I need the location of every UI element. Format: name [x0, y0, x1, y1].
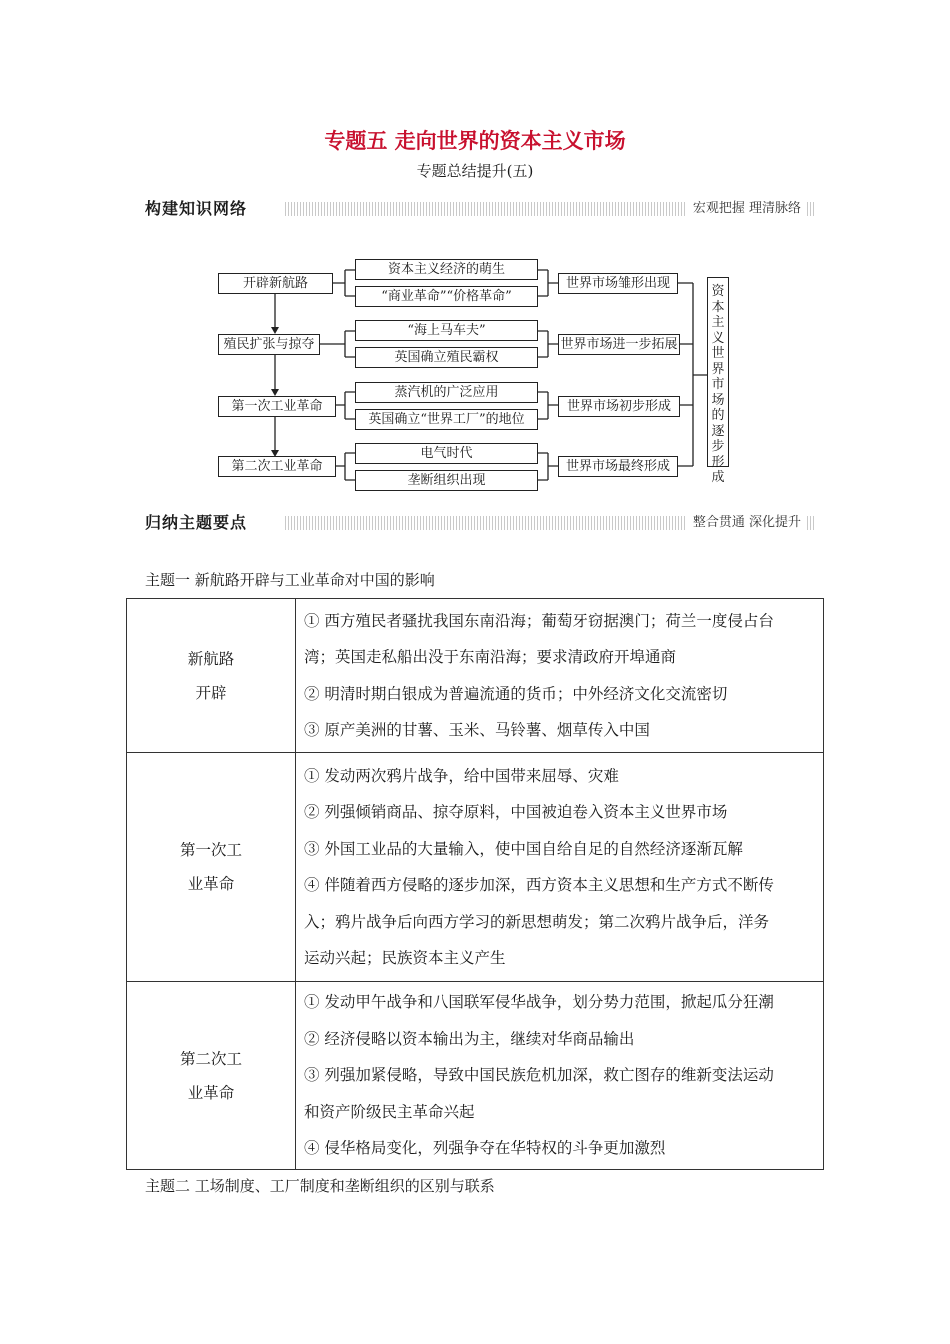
stage-node: 第二次工业革命	[218, 456, 336, 477]
content-line: ③ 原产美洲的甘薯、玉米、马铃薯、烟草传入中国	[304, 721, 650, 739]
conclusion-node: 资本主义世界市场的逐步形成	[707, 277, 729, 467]
table-row	[127, 599, 824, 753]
result-node: 世界市场进一步拓展	[558, 334, 680, 355]
stage-node: 殖民扩张与掠夺	[218, 334, 320, 355]
content-line: ① 西方殖民者骚扰我国东南沿海；葡萄牙窃据澳门；荷兰一度侵占台	[304, 611, 774, 630]
result-node: 世界市场初步形成	[558, 396, 680, 417]
stage-node: 第一次工业革命	[218, 396, 336, 417]
row-header	[127, 982, 296, 1170]
section-banner-network	[145, 198, 815, 220]
detail-node: 蒸汽机的广泛应用	[355, 382, 538, 403]
row-header-line: 第一次工	[179, 841, 242, 859]
content-line: ④ 伴随着西方侵略的逐步加深，西方资本主义思想和生产方式不断传	[304, 876, 774, 894]
row-header-line: 新航路	[187, 649, 235, 668]
content-line: ③ 外国工业品的大量输入，使中国自给自足的自然经济逐渐瓦解	[304, 839, 743, 858]
row-content	[296, 599, 824, 753]
row-header-line: 业革命	[187, 875, 235, 893]
theme-two-heading: 主题二 工场制度、工厂制度和垄断组织的区别与联系	[145, 1177, 495, 1195]
section-banner-themes	[145, 512, 815, 534]
row-header	[127, 599, 296, 753]
content-line: ② 经济侵略以资本输出为主，继续对华商品输出	[304, 1029, 635, 1048]
table-row	[127, 982, 824, 1170]
page-title: 专题五 走向世界的资本主义市场	[324, 129, 626, 153]
row-header	[127, 753, 296, 982]
content-line: 运动兴起；民族资本主义产生	[304, 949, 506, 967]
theme-one-heading: 主题一 新航路开辟与工业革命对中国的影响	[145, 571, 435, 589]
content-line: 入；鸦片战争后向西方学习的新思想萌发；第二次鸦片战争后，洋务	[304, 912, 770, 931]
stage-node: 开辟新航路	[218, 273, 333, 294]
row-header-line: 业革命	[187, 1083, 235, 1102]
section-label: 归纳主题要点	[145, 512, 255, 534]
page-subtitle: 专题总结提升(五)	[416, 162, 534, 180]
row-content	[296, 753, 824, 982]
content-line: 和资产阶级民主革命兴起	[304, 1102, 475, 1121]
row-header-line: 第二次工	[179, 1049, 242, 1068]
detail-node: 垄断组织出现	[355, 470, 538, 491]
detail-node: “商业革命”“价格革命”	[355, 286, 538, 307]
impact-table	[126, 598, 824, 1170]
table-row	[127, 753, 824, 982]
content-line: ④ 侵华格局变化，列强争夺在华特权的斗争更加激烈	[304, 1139, 666, 1158]
result-node: 世界市场雏形出现	[558, 273, 678, 294]
detail-node: 电气时代	[355, 443, 538, 464]
content-line: ① 发动甲午战争和八国联军侵华战争，划分势力范围，掀起瓜分狂潮	[304, 993, 774, 1012]
content-line: ② 列强倾销商品、掠夺原料，中国被迫卷入资本主义世界市场	[304, 803, 728, 821]
detail-node: 英国确立“世界工厂”的地位	[355, 409, 538, 430]
detail-node: 英国确立殖民霸权	[355, 347, 538, 368]
section-tagline: 整合贯通 深化提升	[687, 512, 807, 534]
content-line: 湾；英国走私船出没于东南沿海；要求清政府开埠通商	[304, 648, 677, 666]
section-label: 构建知识网络	[145, 198, 255, 220]
row-content	[296, 982, 824, 1170]
content-line: ② 明清时期白银成为普遍流通的货币；中外经济文化交流密切	[304, 684, 728, 703]
row-header-line: 开辟	[195, 683, 227, 702]
section-tagline: 宏观把握 理清脉络	[687, 198, 807, 220]
detail-node: 资本主义经济的萌生	[355, 259, 538, 280]
result-node: 世界市场最终形成	[558, 456, 678, 477]
content-line: ③ 列强加紧侵略，导致中国民族危机加深，救亡图存的维新变法运动	[304, 1066, 774, 1085]
detail-node: “海上马车夫”	[355, 320, 538, 341]
content-line: ① 发动两次鸦片战争，给中国带来屈辱、灾难	[304, 766, 619, 785]
